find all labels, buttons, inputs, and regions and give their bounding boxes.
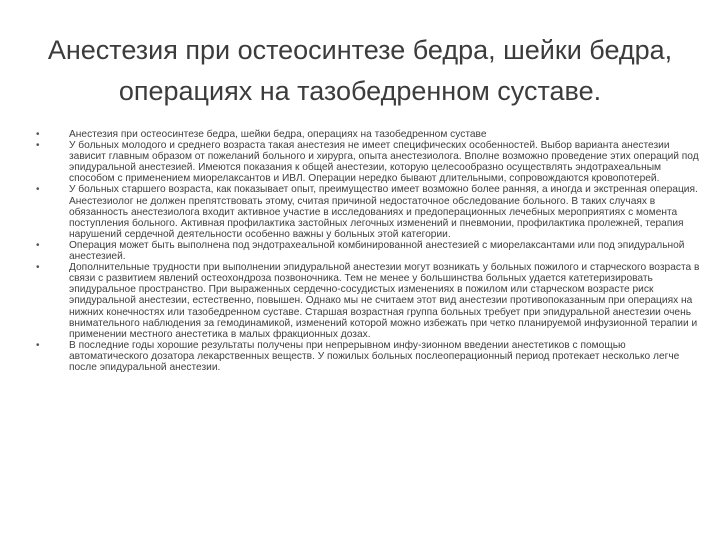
bullet-icon: • — [36, 184, 40, 196]
bullet-item — [36, 240, 706, 262]
bullet-icon: • — [36, 140, 40, 152]
bullet-icon: • — [36, 262, 40, 274]
bullet-item — [36, 184, 706, 239]
bullet-icon: • — [36, 239, 40, 251]
bullet-text: Дополнительные трудности при выполнении эпидуральной анестезии могут возникать у больных пожилого и старческого возраста в связи с развитием явлений остеохондроза позвоночника. Тем не менее у большинства больных удается катетеризировать эпидуральное пространство. При выраженных сердечно-сосудистых изменениях в пожилом или старческом возрасте риск эпидуральной анестезии, естественно, повышен. Однако мы не считаем этот вид анестезии противопоказанным при операциях на нижних конечностях или тазобедренном суставе. Старшая возрастная группа больных требует при эпидуральной анестезии очень внимательного наблюдения за гемодинамикой, изменений которой можно избежать при четко планируемой инфузионной терапии и применении местного анестетика в малых фракционных дозах. — [69, 262, 700, 340]
bullet-text: В последние годы хорошие результаты получены при непрерывном инфу-зионном введении анестетиков с помощью автоматического дозатора лекарственных веществ. У пожилых больных послеоперационный период протекает несколько легче после эпидуральной анестезии. — [69, 339, 680, 373]
bullet-icon: • — [36, 339, 40, 351]
slide-title: Анестезия при остеосинтезе бедра, шейки бедра, операциях на тазобедренном суставе. — [47, 35, 673, 106]
bullet-item — [36, 262, 706, 340]
bullet-item — [36, 129, 706, 140]
bullet-item — [36, 340, 706, 373]
bullet-text: У больных старшего возраста, как показывает опыт, преимущество имеет возможно более ранняя, а иногда и экстренная операция. Анестезиолог не должен препятствовать этому, считая причиной недостаточное обследование больного. В таких случаях в обязанность анестезиолога входит активное участие в исследованиях и предоперационных лечебных мероприятиях с момента поступления больного. Активная профилактика застойных легочных изменений и пневмонии, профилактика пролежней, терапия нарушений сердечной деятельности особенно важны у больных этой категории. — [69, 184, 698, 240]
bullet-text: Операция может быть выполнена под эндотрахеальной комбинированной анестезией с миорелаксантами или под эпидуральной анестезией. — [69, 239, 685, 263]
bullet-text: Анестезия при остеосинтезе бедра, шейки бедра, операциях на тазобедренном суставе — [69, 129, 487, 140]
bullet-list — [36, 129, 706, 373]
bullet-icon: • — [36, 129, 40, 140]
bullet-item — [36, 140, 706, 184]
bullet-text: У больных молодого и среднего возраста такая анестезия не имеет специфических особенностей. Выбор варианта анестезии зависит главным образом от пожеланий больного и хирурга, опыта анестезиолога. Вполне возможно проведение этих операций под эпидуральной анестезией. Имеются показания к общей анестезии, которую целесообразно осуществлять эндотрахеальным способом с применением миорелаксантов и ИВЛ. Операции нередко бывают длительными, сопровождаются кровопотерей. — [69, 140, 699, 185]
